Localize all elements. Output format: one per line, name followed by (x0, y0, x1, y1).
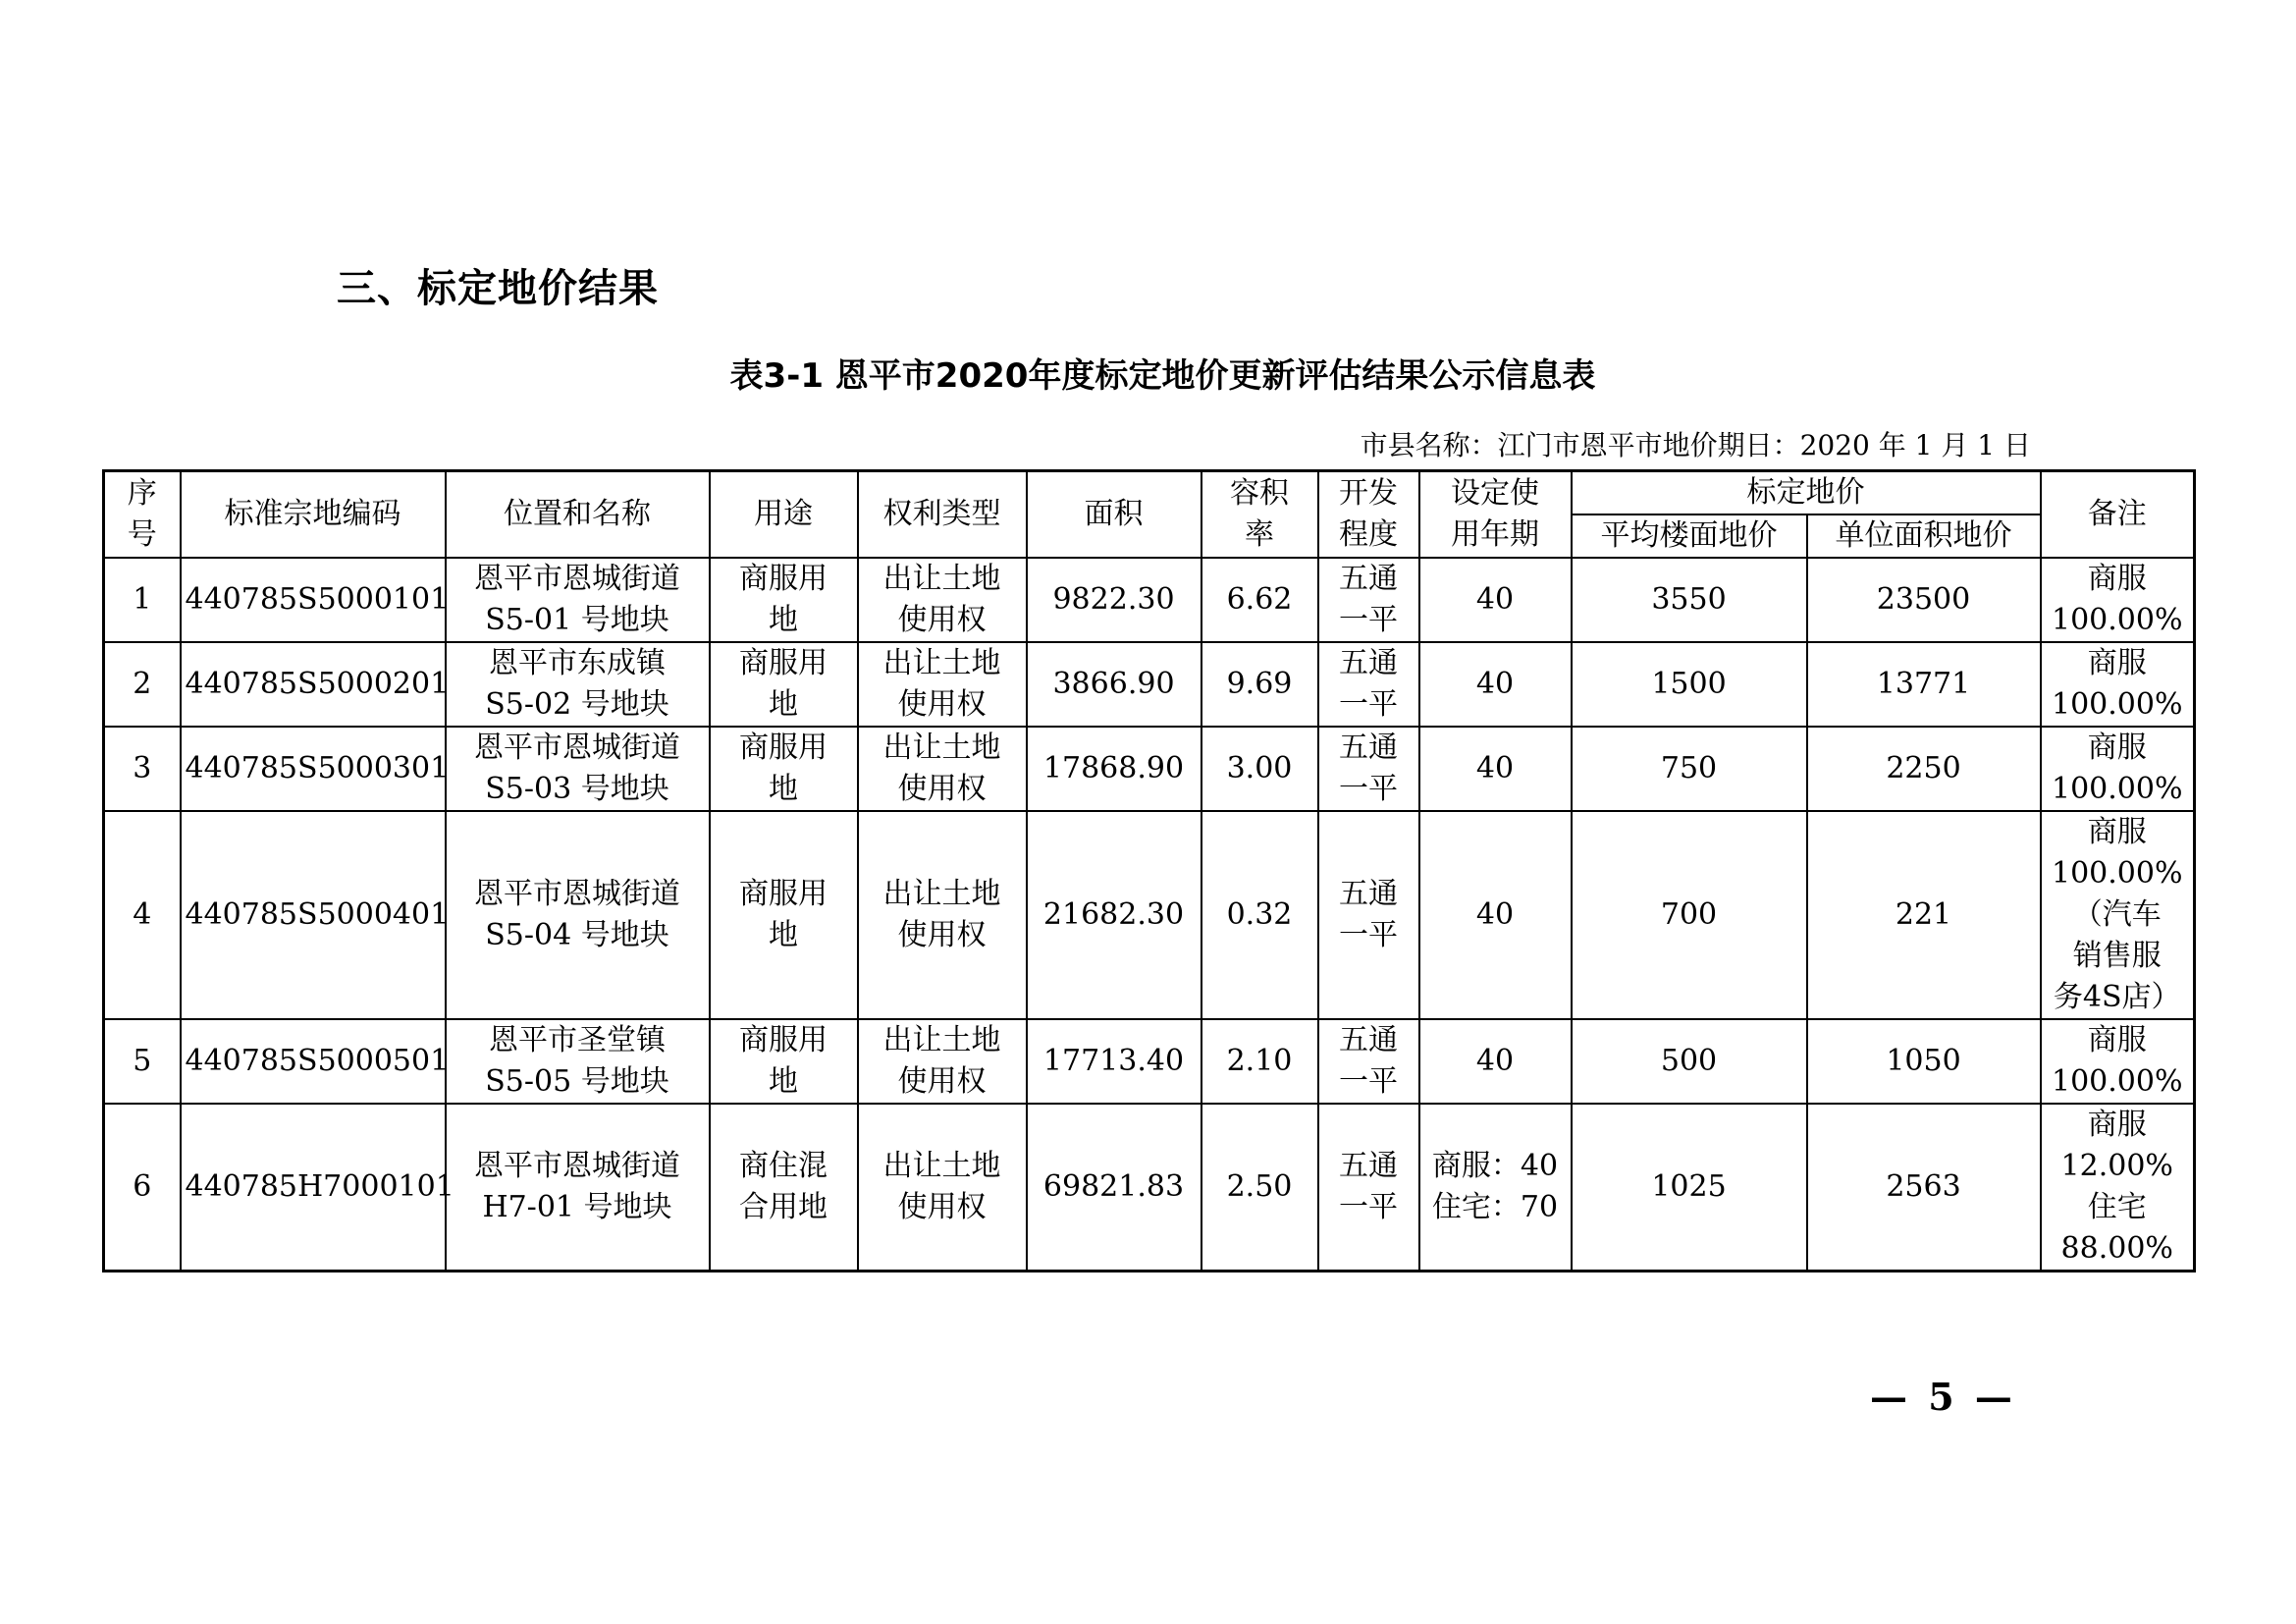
cell-far: 2.50 (1201, 1104, 1318, 1272)
cell-area: 17713.40 (1027, 1019, 1201, 1104)
cell-dev-level: 五通 一平 (1318, 1104, 1419, 1272)
page-number: — 5 — (1870, 1375, 2016, 1419)
cell-seq: 3 (104, 727, 181, 811)
header-location: 位置和名称 (446, 471, 710, 559)
cell-avg-floor-price: 700 (1572, 811, 1807, 1019)
cell-location: 恩平市恩城街道 H7-01 号地块 (446, 1104, 710, 1272)
cell-seq: 2 (104, 642, 181, 727)
cell-area: 17868.90 (1027, 727, 1201, 811)
cell-use: 商服用 地 (710, 558, 858, 642)
cell-term: 40 (1419, 727, 1572, 811)
cell-use: 商住混 合用地 (710, 1104, 858, 1272)
cell-location: 恩平市圣堂镇 S5-05 号地块 (446, 1019, 710, 1104)
meta-line: 市县名称：江门市恩平市地价期日：2020 年 1 月 1 日 (1360, 429, 2031, 461)
cell-code: 440785H7000101 (181, 1104, 446, 1272)
cell-notes: 商服 12.00% 住宅 88.00% (2041, 1104, 2195, 1272)
cell-code: 440785S5000501 (181, 1019, 446, 1104)
cell-use: 商服用 地 (710, 727, 858, 811)
cell-avg-floor-price: 1025 (1572, 1104, 1807, 1272)
cell-use: 商服用 地 (710, 642, 858, 727)
cell-unit-area-price: 13771 (1807, 642, 2041, 727)
cell-notes: 商服 100.00% (2041, 1019, 2195, 1104)
cell-right-type: 出让土地 使用权 (858, 642, 1027, 727)
cell-code: 440785S5000201 (181, 642, 446, 727)
header-far: 容积 率 (1201, 471, 1318, 559)
cell-term: 40 (1419, 811, 1572, 1019)
cell-far: 2.10 (1201, 1019, 1318, 1104)
header-dev-level: 开发 程度 (1318, 471, 1419, 559)
cell-location: 恩平市恩城街道 S5-04 号地块 (446, 811, 710, 1019)
cell-code: 440785S5000301 (181, 727, 446, 811)
cell-right-type: 出让土地 使用权 (858, 558, 1027, 642)
cell-notes: 商服 100.00% (2041, 642, 2195, 727)
cell-notes: 商服 100.00% (2041, 727, 2195, 811)
table-row (104, 1019, 2195, 1104)
cell-term: 40 (1419, 642, 1572, 727)
cell-area: 9822.30 (1027, 558, 1201, 642)
cell-avg-floor-price: 3550 (1572, 558, 1807, 642)
header-area: 面积 (1027, 471, 1201, 559)
header-right-type: 权利类型 (858, 471, 1027, 559)
cell-area: 69821.83 (1027, 1104, 1201, 1272)
header-seq: 序 号 (104, 471, 181, 559)
cell-seq: 4 (104, 811, 181, 1019)
table-row (104, 558, 2195, 642)
cell-unit-area-price: 2563 (1807, 1104, 2041, 1272)
cell-avg-floor-price: 500 (1572, 1019, 1807, 1104)
cell-code: 440785S5000101 (181, 558, 446, 642)
header-avg-floor-price: 平均楼面地价 (1572, 514, 1807, 558)
table-row (104, 811, 2195, 1019)
cell-dev-level: 五通 一平 (1318, 1019, 1419, 1104)
cell-right-type: 出让土地 使用权 (858, 727, 1027, 811)
cell-far: 9.69 (1201, 642, 1318, 727)
cell-right-type: 出让土地 使用权 (858, 811, 1027, 1019)
table-row (104, 642, 2195, 727)
section-heading: 三、标定地价结果 (337, 266, 659, 311)
cell-far: 3.00 (1201, 727, 1318, 811)
cell-use: 商服用 地 (710, 1019, 858, 1104)
cell-dev-level: 五通 一平 (1318, 642, 1419, 727)
cell-dev-level: 五通 一平 (1318, 558, 1419, 642)
cell-term: 商服：40 住宅：70 (1419, 1104, 1572, 1272)
cell-far: 6.62 (1201, 558, 1318, 642)
cell-location: 恩平市东成镇 S5-02 号地块 (446, 642, 710, 727)
cell-seq: 1 (104, 558, 181, 642)
cell-location: 恩平市恩城街道 S5-01 号地块 (446, 558, 710, 642)
cell-unit-area-price: 221 (1807, 811, 2041, 1019)
cell-unit-area-price: 2250 (1807, 727, 2041, 811)
cell-dev-level: 五通 一平 (1318, 727, 1419, 811)
cell-notes: 商服 100.00% (2041, 558, 2195, 642)
cell-code: 440785S5000401 (181, 811, 446, 1019)
cell-avg-floor-price: 1500 (1572, 642, 1807, 727)
header-term: 设定使 用年期 (1419, 471, 1572, 559)
table-row (104, 1104, 2195, 1272)
cell-area: 21682.30 (1027, 811, 1201, 1019)
cell-right-type: 出让土地 使用权 (858, 1019, 1027, 1104)
header-unit-area-price: 单位面积地价 (1807, 514, 2041, 558)
cell-area: 3866.90 (1027, 642, 1201, 727)
header-price-group: 标定地价 (1572, 471, 2041, 515)
cell-dev-level: 五通 一平 (1318, 811, 1419, 1019)
table-row (104, 727, 2195, 811)
cell-unit-area-price: 1050 (1807, 1019, 2041, 1104)
table-title: 表3-1 恩平市2020年度标定地价更新评估结果公示信息表 (729, 356, 1596, 396)
cell-term: 40 (1419, 1019, 1572, 1104)
land-price-table (102, 469, 2196, 1272)
header-use: 用途 (710, 471, 858, 559)
cell-seq: 5 (104, 1019, 181, 1104)
cell-unit-area-price: 23500 (1807, 558, 2041, 642)
cell-location: 恩平市恩城街道 S5-03 号地块 (446, 727, 710, 811)
cell-right-type: 出让土地 使用权 (858, 1104, 1027, 1272)
cell-notes: 商服 100.00% （汽车 销售服 务4S店） (2041, 811, 2195, 1019)
cell-seq: 6 (104, 1104, 181, 1272)
header-code: 标准宗地编码 (181, 471, 446, 559)
cell-far: 0.32 (1201, 811, 1318, 1019)
cell-term: 40 (1419, 558, 1572, 642)
cell-avg-floor-price: 750 (1572, 727, 1807, 811)
cell-use: 商服用 地 (710, 811, 858, 1019)
header-notes: 备注 (2041, 471, 2195, 559)
